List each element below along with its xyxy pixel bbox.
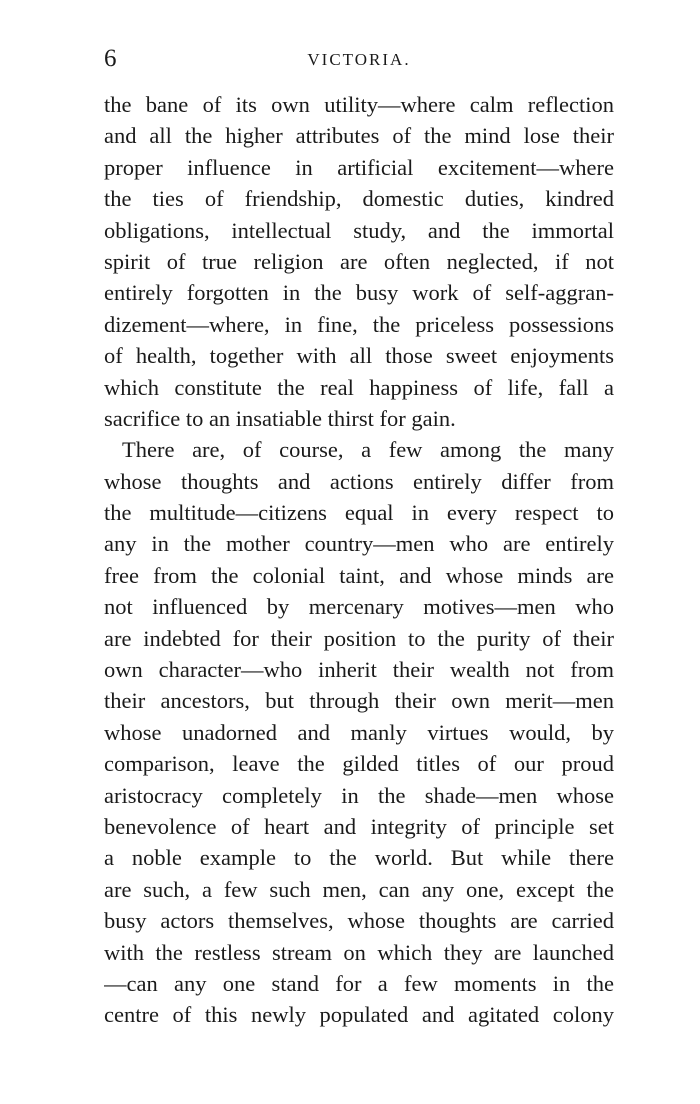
- page-header: [104, 44, 614, 80]
- text-line: are such, a few such men, can any one, except the: [104, 876, 614, 902]
- text-line: with the restless stream on which they are launched: [104, 939, 614, 965]
- text-line: centre of this newly populated and agitated colony: [104, 1002, 614, 1028]
- text-line: any in the mother country—men who are entirely: [104, 531, 614, 557]
- text-line: aristocracy completely in the shade—men whose: [104, 782, 614, 808]
- text-line: busy actors themselves, whose thoughts are carried: [104, 908, 614, 934]
- text-line: spirit of true religion are often neglected, if not: [104, 248, 614, 274]
- text-line: benevolence of heart and integrity of principle set: [104, 813, 614, 839]
- text-line: their ancestors, but through their own merit—men: [104, 688, 614, 714]
- text-line: a noble example to the world. But while there: [104, 845, 614, 871]
- body-text: [104, 89, 614, 1031]
- text-line: own character—who inherit their wealth not from: [104, 657, 614, 683]
- text-line: are indebted for their position to the purity of their: [104, 625, 614, 651]
- text-line: proper influence in artificial excitement—where: [104, 154, 614, 180]
- text-line: dizement—where, in fine, the priceless possessions: [104, 311, 614, 337]
- text-line: the multitude—citizens equal in every respect to: [104, 500, 614, 526]
- text-line: of health, together with all those sweet enjoyments: [104, 343, 614, 369]
- text-line: whose unadorned and manly virtues would, by: [104, 719, 614, 745]
- running-title: VICTORIA.: [307, 50, 411, 69]
- page-number: 6: [104, 45, 117, 72]
- text-line: and all the higher attributes of the mind lose their: [104, 123, 614, 149]
- text-line: —can any one stand for a few moments in the: [104, 970, 614, 996]
- text-line: sacrifice to an insatiable thirst for gain.: [104, 405, 456, 431]
- text-line: entirely forgotten in the busy work of self-aggran-: [104, 280, 614, 306]
- text-line: obligations, intellectual study, and the immortal: [104, 217, 614, 243]
- text-line: not influenced by mercenary motives—men who: [104, 594, 614, 620]
- text-line: free from the colonial taint, and whose minds are: [104, 562, 614, 588]
- text-line: which constitute the real happiness of life, fall a: [104, 374, 614, 400]
- text-line: whose thoughts and actions entirely differ from: [104, 468, 614, 494]
- text-line: the bane of its own utility—where calm reflection: [104, 92, 614, 117]
- text-line: comparison, leave the gilded titles of our proud: [104, 751, 614, 777]
- text-line: There are, of course, a few among the many: [122, 437, 614, 463]
- text-line: the ties of friendship, domestic duties, kindred: [104, 186, 614, 212]
